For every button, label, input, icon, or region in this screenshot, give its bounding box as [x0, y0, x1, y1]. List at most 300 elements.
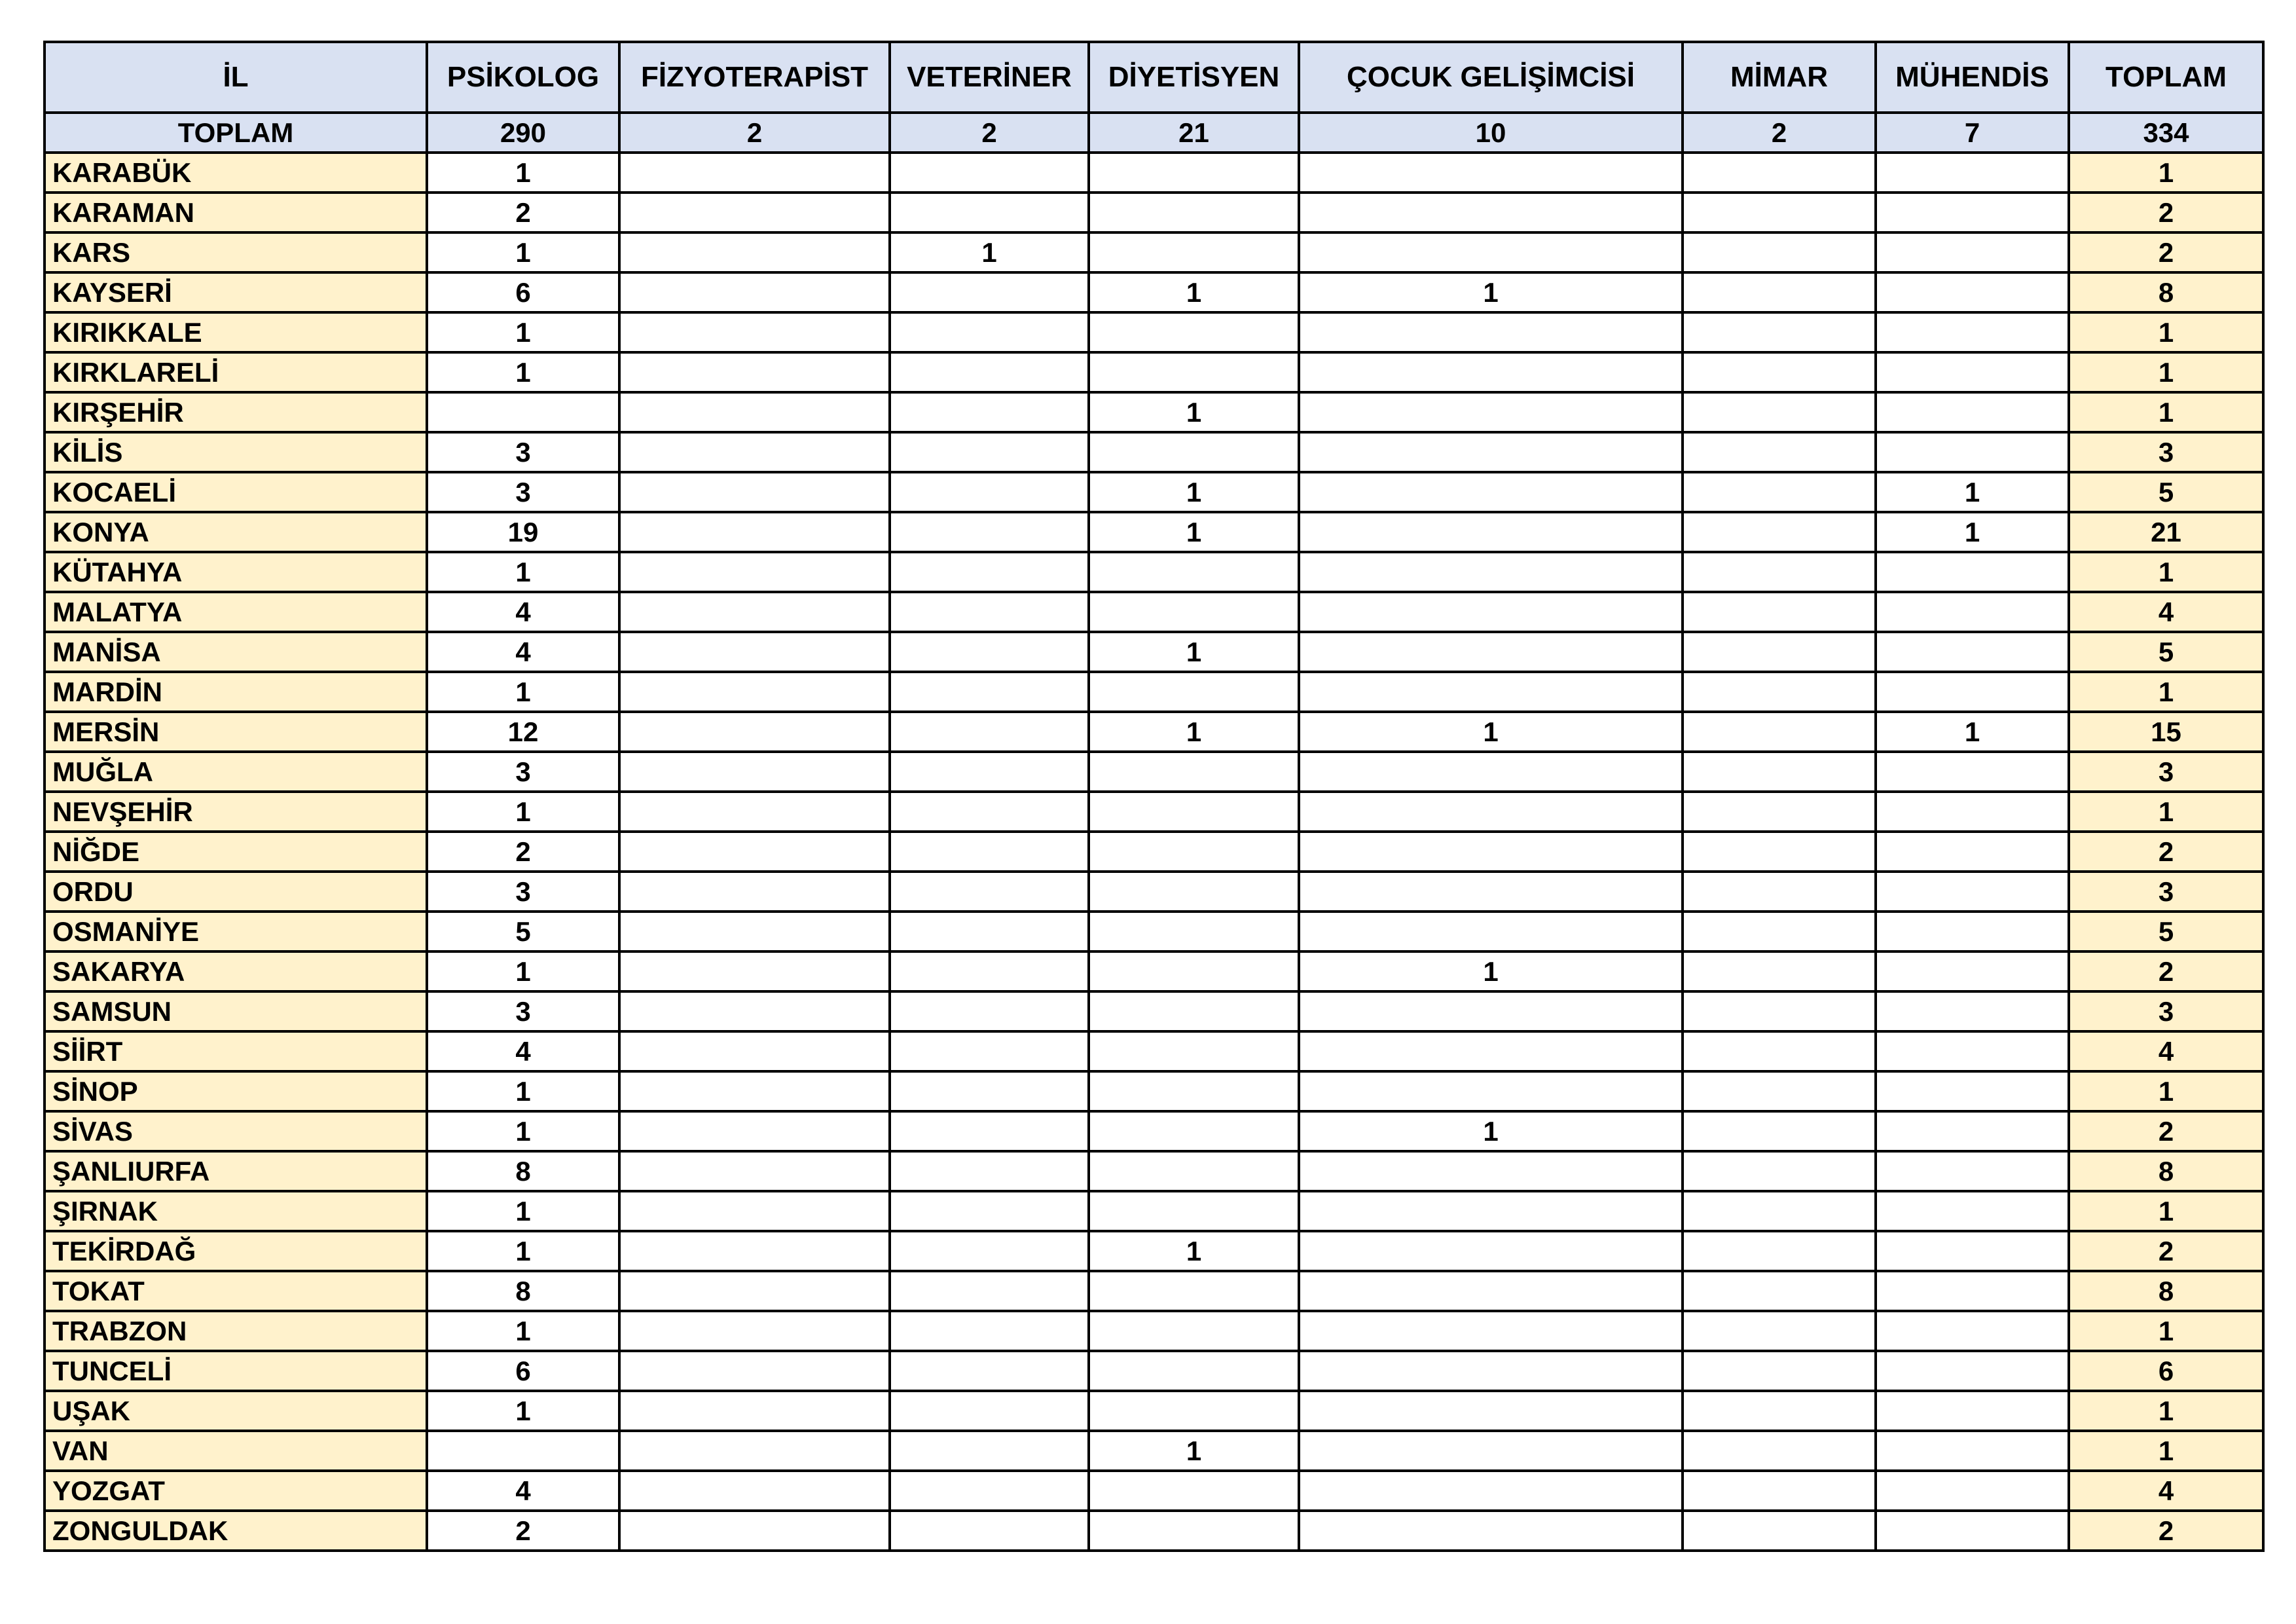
mimar-cell: [1683, 512, 1876, 552]
mimar-cell: [1683, 1391, 1876, 1431]
psikolog-cell: 1: [427, 552, 619, 592]
province-name-cell: NEVŞEHİR: [45, 792, 427, 832]
toplam-cell: 1: [2069, 1191, 2263, 1231]
toplam-cell: 4: [2069, 592, 2263, 632]
province-name-cell: OSMANİYE: [45, 912, 427, 951]
psikolog-cell: 19: [427, 512, 619, 552]
province-name-cell: UŞAK: [45, 1391, 427, 1431]
veteriner-cell: [890, 1431, 1089, 1471]
psikolog-cell: 4: [427, 632, 619, 672]
fizyoterapist-cell: [619, 712, 890, 752]
header-cocuk-gelisimcisi: ÇOCUK GELİŞİMCİSİ: [1299, 42, 1683, 113]
muhendis-cell: [1876, 832, 2069, 872]
cocuk-gelisimcisi-cell: [1299, 472, 1683, 512]
header-muhendis: MÜHENDİS: [1876, 42, 2069, 113]
province-name-cell: MALATYA: [45, 592, 427, 632]
veteriner-cell: [890, 592, 1089, 632]
mimar-cell: [1683, 832, 1876, 872]
mimar-cell: [1683, 912, 1876, 951]
muhendis-cell: [1876, 232, 2069, 272]
muhendis-cell: [1876, 1391, 2069, 1431]
total-mimar-cell: 2: [1683, 113, 1876, 153]
province-name-cell: YOZGAT: [45, 1471, 427, 1511]
cocuk-gelisimcisi-cell: 1: [1299, 1111, 1683, 1151]
toplam-cell: 5: [2069, 912, 2263, 951]
veteriner-cell: [890, 1031, 1089, 1071]
diyetisyen-cell: 1: [1089, 272, 1299, 312]
toplam-cell: 2: [2069, 193, 2263, 232]
cocuk-gelisimcisi-cell: [1299, 552, 1683, 592]
cocuk-gelisimcisi-cell: [1299, 792, 1683, 832]
toplam-cell: 3: [2069, 432, 2263, 472]
veteriner-cell: [890, 1391, 1089, 1431]
psikolog-cell: 4: [427, 1471, 619, 1511]
cocuk-gelisimcisi-cell: [1299, 832, 1683, 872]
cocuk-gelisimcisi-cell: [1299, 1231, 1683, 1271]
table-row: [45, 712, 2263, 752]
diyetisyen-cell: [1089, 432, 1299, 472]
diyetisyen-cell: [1089, 1351, 1299, 1391]
cocuk-gelisimcisi-cell: [1299, 872, 1683, 912]
province-name-cell: ŞANLIURFA: [45, 1151, 427, 1191]
muhendis-cell: [1876, 1071, 2069, 1111]
table-row: [45, 1471, 2263, 1511]
diyetisyen-cell: [1089, 1391, 1299, 1431]
cocuk-gelisimcisi-cell: [1299, 1151, 1683, 1191]
fizyoterapist-cell: [619, 1191, 890, 1231]
veteriner-cell: [890, 472, 1089, 512]
fizyoterapist-cell: [619, 951, 890, 991]
cocuk-gelisimcisi-cell: [1299, 632, 1683, 672]
veteriner-cell: [890, 552, 1089, 592]
table-row: [45, 1271, 2263, 1311]
table-body: [45, 113, 2263, 1551]
table-row: [45, 872, 2263, 912]
mimar-cell: [1683, 1031, 1876, 1071]
table-row: [45, 792, 2263, 832]
diyetisyen-cell: [1089, 1311, 1299, 1351]
province-name-cell: NİĞDE: [45, 832, 427, 872]
cocuk-gelisimcisi-cell: [1299, 1271, 1683, 1311]
table-row: [45, 1191, 2263, 1231]
veteriner-cell: [890, 1071, 1089, 1111]
cocuk-gelisimcisi-cell: [1299, 352, 1683, 392]
mimar-cell: [1683, 792, 1876, 832]
fizyoterapist-cell: [619, 1151, 890, 1191]
fizyoterapist-cell: [619, 1231, 890, 1271]
cocuk-gelisimcisi-cell: [1299, 512, 1683, 552]
total-psikolog-cell: 290: [427, 113, 619, 153]
province-name-cell: TUNCELİ: [45, 1351, 427, 1391]
fizyoterapist-cell: [619, 512, 890, 552]
toplam-cell: 1: [2069, 392, 2263, 432]
fizyoterapist-cell: [619, 392, 890, 432]
diyetisyen-cell: [1089, 592, 1299, 632]
psikolog-cell: 3: [427, 432, 619, 472]
fizyoterapist-cell: [619, 193, 890, 232]
fizyoterapist-cell: [619, 1351, 890, 1391]
fizyoterapist-cell: [619, 432, 890, 472]
fizyoterapist-cell: [619, 1071, 890, 1111]
veteriner-cell: [890, 1471, 1089, 1511]
cocuk-gelisimcisi-cell: [1299, 1191, 1683, 1231]
toplam-cell: 8: [2069, 1271, 2263, 1311]
veteriner-cell: [890, 1271, 1089, 1311]
veteriner-cell: [890, 392, 1089, 432]
fizyoterapist-cell: [619, 672, 890, 712]
table-row: [45, 1071, 2263, 1111]
veteriner-cell: [890, 632, 1089, 672]
mimar-cell: [1683, 712, 1876, 752]
toplam-cell: 3: [2069, 872, 2263, 912]
veteriner-cell: [890, 672, 1089, 712]
header-veteriner: VETERİNER: [890, 42, 1089, 113]
toplam-cell: 1: [2069, 1311, 2263, 1351]
province-name-cell: KIRŞEHİR: [45, 392, 427, 432]
fizyoterapist-cell: [619, 872, 890, 912]
diyetisyen-cell: [1089, 232, 1299, 272]
diyetisyen-cell: [1089, 792, 1299, 832]
psikolog-cell: 1: [427, 1231, 619, 1271]
mimar-cell: [1683, 592, 1876, 632]
veteriner-cell: [890, 1231, 1089, 1271]
mimar-cell: [1683, 1191, 1876, 1231]
cocuk-gelisimcisi-cell: [1299, 153, 1683, 193]
psikolog-cell: 1: [427, 1071, 619, 1111]
veteriner-cell: [890, 1191, 1089, 1231]
diyetisyen-cell: [1089, 312, 1299, 352]
province-name-cell: SAKARYA: [45, 951, 427, 991]
diyetisyen-cell: [1089, 1111, 1299, 1151]
diyetisyen-cell: 1: [1089, 472, 1299, 512]
cocuk-gelisimcisi-cell: [1299, 193, 1683, 232]
cocuk-gelisimcisi-cell: [1299, 592, 1683, 632]
table-row: [45, 1111, 2263, 1151]
fizyoterapist-cell: [619, 1311, 890, 1351]
fizyoterapist-cell: [619, 1511, 890, 1551]
muhendis-cell: [1876, 1191, 2069, 1231]
fizyoterapist-cell: [619, 1111, 890, 1151]
veteriner-cell: [890, 951, 1089, 991]
table-row: [45, 312, 2263, 352]
muhendis-cell: [1876, 1031, 2069, 1071]
mimar-cell: [1683, 1351, 1876, 1391]
psikolog-cell: 6: [427, 272, 619, 312]
toplam-cell: 1: [2069, 1071, 2263, 1111]
diyetisyen-cell: [1089, 1031, 1299, 1071]
muhendis-cell: [1876, 552, 2069, 592]
psikolog-cell: 1: [427, 352, 619, 392]
fizyoterapist-cell: [619, 1271, 890, 1311]
mimar-cell: [1683, 1431, 1876, 1471]
muhendis-cell: [1876, 752, 2069, 792]
fizyoterapist-cell: [619, 1031, 890, 1071]
psikolog-cell: [427, 1431, 619, 1471]
mimar-cell: [1683, 632, 1876, 672]
cocuk-gelisimcisi-cell: [1299, 432, 1683, 472]
fizyoterapist-cell: [619, 272, 890, 312]
cocuk-gelisimcisi-cell: 1: [1299, 272, 1683, 312]
fizyoterapist-cell: [619, 352, 890, 392]
diyetisyen-cell: 1: [1089, 1231, 1299, 1271]
mimar-cell: [1683, 991, 1876, 1031]
muhendis-cell: 1: [1876, 512, 2069, 552]
psikolog-cell: 1: [427, 232, 619, 272]
psikolog-cell: 1: [427, 153, 619, 193]
psikolog-cell: 1: [427, 1391, 619, 1431]
muhendis-cell: [1876, 1511, 2069, 1551]
psikolog-cell: 6: [427, 1351, 619, 1391]
province-name-cell: SİVAS: [45, 1111, 427, 1151]
psikolog-cell: 2: [427, 193, 619, 232]
cocuk-gelisimcisi-cell: [1299, 232, 1683, 272]
mimar-cell: [1683, 392, 1876, 432]
header-toplam: TOPLAM: [2069, 42, 2263, 113]
psikolog-cell: 3: [427, 752, 619, 792]
table-row: [45, 1031, 2263, 1071]
total-diyetisyen-cell: 21: [1089, 113, 1299, 153]
mimar-cell: [1683, 872, 1876, 912]
table-row: [45, 1151, 2263, 1191]
mimar-cell: [1683, 1511, 1876, 1551]
muhendis-cell: [1876, 1351, 2069, 1391]
cocuk-gelisimcisi-cell: [1299, 392, 1683, 432]
fizyoterapist-cell: [619, 912, 890, 951]
table-row: [45, 512, 2263, 552]
mimar-cell: [1683, 672, 1876, 712]
mimar-cell: [1683, 1151, 1876, 1191]
province-name-cell: ORDU: [45, 872, 427, 912]
diyetisyen-cell: [1089, 1471, 1299, 1511]
province-name-cell: MUĞLA: [45, 752, 427, 792]
province-name-cell: ZONGULDAK: [45, 1511, 427, 1551]
mimar-cell: [1683, 352, 1876, 392]
muhendis-cell: [1876, 1431, 2069, 1471]
toplam-cell: 2: [2069, 232, 2263, 272]
veteriner-cell: [890, 272, 1089, 312]
province-name-cell: KARS: [45, 232, 427, 272]
muhendis-cell: 1: [1876, 472, 2069, 512]
mimar-cell: [1683, 1471, 1876, 1511]
veteriner-cell: [890, 1151, 1089, 1191]
fizyoterapist-cell: [619, 632, 890, 672]
psikolog-cell: 2: [427, 1511, 619, 1551]
province-name-cell: KOCAELİ: [45, 472, 427, 512]
toplam-cell: 2: [2069, 951, 2263, 991]
cocuk-gelisimcisi-cell: 1: [1299, 712, 1683, 752]
psikolog-cell: 3: [427, 472, 619, 512]
diyetisyen-cell: [1089, 912, 1299, 951]
veteriner-cell: 1: [890, 232, 1089, 272]
fizyoterapist-cell: [619, 832, 890, 872]
table-row: [45, 352, 2263, 392]
fizyoterapist-cell: [619, 153, 890, 193]
fizyoterapist-cell: [619, 792, 890, 832]
psikolog-cell: 1: [427, 312, 619, 352]
table-row: [45, 1231, 2263, 1271]
diyetisyen-cell: 1: [1089, 1431, 1299, 1471]
cocuk-gelisimcisi-cell: [1299, 672, 1683, 712]
table-row: [45, 991, 2263, 1031]
table-row: [45, 552, 2263, 592]
mimar-cell: [1683, 272, 1876, 312]
muhendis-cell: [1876, 672, 2069, 712]
table-row: [45, 1311, 2263, 1351]
header-fizyoterapist: FİZYOTERAPİST: [619, 42, 890, 113]
cocuk-gelisimcisi-cell: [1299, 1031, 1683, 1071]
diyetisyen-cell: [1089, 951, 1299, 991]
diyetisyen-cell: [1089, 552, 1299, 592]
table-row: [45, 912, 2263, 951]
table-row: [45, 1391, 2263, 1431]
fizyoterapist-cell: [619, 1471, 890, 1511]
diyetisyen-cell: [1089, 1151, 1299, 1191]
psikolog-cell: 1: [427, 672, 619, 712]
fizyoterapist-cell: [619, 552, 890, 592]
veteriner-cell: [890, 312, 1089, 352]
cocuk-gelisimcisi-cell: [1299, 312, 1683, 352]
toplam-cell: 2: [2069, 832, 2263, 872]
muhendis-cell: [1876, 991, 2069, 1031]
fizyoterapist-cell: [619, 312, 890, 352]
diyetisyen-cell: [1089, 752, 1299, 792]
province-name-cell: SİİRT: [45, 1031, 427, 1071]
province-name-cell: TEKİRDAĞ: [45, 1231, 427, 1271]
psikolog-cell: 4: [427, 592, 619, 632]
toplam-cell: 1: [2069, 312, 2263, 352]
muhendis-cell: [1876, 1471, 2069, 1511]
cocuk-gelisimcisi-cell: 1: [1299, 951, 1683, 991]
cocuk-gelisimcisi-cell: [1299, 1071, 1683, 1111]
mimar-cell: [1683, 1311, 1876, 1351]
psikolog-cell: 1: [427, 1111, 619, 1151]
total-fizyoterapist-cell: 2: [619, 113, 890, 153]
mimar-cell: [1683, 951, 1876, 991]
mimar-cell: [1683, 193, 1876, 232]
diyetisyen-cell: 1: [1089, 712, 1299, 752]
muhendis-cell: [1876, 312, 2069, 352]
veteriner-cell: [890, 153, 1089, 193]
psikolog-cell: 1: [427, 951, 619, 991]
province-name-cell: SİNOP: [45, 1071, 427, 1111]
province-name-cell: KONYA: [45, 512, 427, 552]
psikolog-cell: 1: [427, 792, 619, 832]
table-row: [45, 1351, 2263, 1391]
mimar-cell: [1683, 1071, 1876, 1111]
header-mimar: MİMAR: [1683, 42, 1876, 113]
diyetisyen-cell: [1089, 672, 1299, 712]
province-name-cell: MERSİN: [45, 712, 427, 752]
muhendis-cell: [1876, 951, 2069, 991]
muhendis-cell: [1876, 592, 2069, 632]
veteriner-cell: [890, 512, 1089, 552]
toplam-cell: 1: [2069, 672, 2263, 712]
toplam-cell: 3: [2069, 752, 2263, 792]
muhendis-cell: [1876, 432, 2069, 472]
toplam-cell: 4: [2069, 1471, 2263, 1511]
veteriner-cell: [890, 872, 1089, 912]
province-name-cell: TOKAT: [45, 1271, 427, 1311]
muhendis-cell: [1876, 1311, 2069, 1351]
toplam-cell: 1: [2069, 792, 2263, 832]
province-name-cell: KIRKLARELİ: [45, 352, 427, 392]
muhendis-cell: 1: [1876, 712, 2069, 752]
psikolog-cell: 2: [427, 832, 619, 872]
diyetisyen-cell: [1089, 193, 1299, 232]
header-diyetisyen: DİYETİSYEN: [1089, 42, 1299, 113]
table-row: [45, 193, 2263, 232]
fizyoterapist-cell: [619, 1391, 890, 1431]
diyetisyen-cell: [1089, 153, 1299, 193]
toplam-cell: 4: [2069, 1031, 2263, 1071]
mimar-cell: [1683, 312, 1876, 352]
table-row: [45, 592, 2263, 632]
cocuk-gelisimcisi-cell: [1299, 1511, 1683, 1551]
header-psikolog: PSİKOLOG: [427, 42, 619, 113]
psikolog-cell: 4: [427, 1031, 619, 1071]
fizyoterapist-cell: [619, 752, 890, 792]
total-cocuk-gelisimcisi-cell: 10: [1299, 113, 1683, 153]
psikolog-cell: 8: [427, 1151, 619, 1191]
psikolog-cell: 8: [427, 1271, 619, 1311]
mimar-cell: [1683, 752, 1876, 792]
muhendis-cell: [1876, 1151, 2069, 1191]
veteriner-cell: [890, 912, 1089, 951]
muhendis-cell: [1876, 352, 2069, 392]
table-row: [45, 672, 2263, 712]
fizyoterapist-cell: [619, 472, 890, 512]
mimar-cell: [1683, 153, 1876, 193]
cocuk-gelisimcisi-cell: [1299, 912, 1683, 951]
mimar-cell: [1683, 1271, 1876, 1311]
table-row: [45, 472, 2263, 512]
header-row: [45, 42, 2263, 113]
psikolog-cell: 5: [427, 912, 619, 951]
veteriner-cell: [890, 712, 1089, 752]
toplam-cell: 2: [2069, 1511, 2263, 1551]
veteriner-cell: [890, 832, 1089, 872]
province-name-cell: TRABZON: [45, 1311, 427, 1351]
table-row: [45, 951, 2263, 991]
province-name-cell: KÜTAHYA: [45, 552, 427, 592]
province-name-cell: KIRIKKALE: [45, 312, 427, 352]
diyetisyen-cell: 1: [1089, 512, 1299, 552]
toplam-cell: 1: [2069, 1391, 2263, 1431]
veteriner-cell: [890, 1511, 1089, 1551]
total-muhendis-cell: 7: [1876, 113, 2069, 153]
muhendis-cell: [1876, 1271, 2069, 1311]
toplam-cell: 8: [2069, 1151, 2263, 1191]
toplam-cell: 21: [2069, 512, 2263, 552]
diyetisyen-cell: 1: [1089, 392, 1299, 432]
toplam-cell: 1: [2069, 552, 2263, 592]
muhendis-cell: [1876, 912, 2069, 951]
cocuk-gelisimcisi-cell: [1299, 991, 1683, 1031]
table-row: [45, 153, 2263, 193]
toplam-cell: 3: [2069, 991, 2263, 1031]
veteriner-cell: [890, 193, 1089, 232]
total-label-cell: TOPLAM: [45, 113, 427, 153]
fizyoterapist-cell: [619, 232, 890, 272]
muhendis-cell: [1876, 153, 2069, 193]
muhendis-cell: [1876, 1111, 2069, 1151]
toplam-cell: 1: [2069, 153, 2263, 193]
table-row: [45, 232, 2263, 272]
veteriner-cell: [890, 991, 1089, 1031]
toplam-cell: 6: [2069, 1351, 2263, 1391]
muhendis-cell: [1876, 872, 2069, 912]
veteriner-cell: [890, 752, 1089, 792]
